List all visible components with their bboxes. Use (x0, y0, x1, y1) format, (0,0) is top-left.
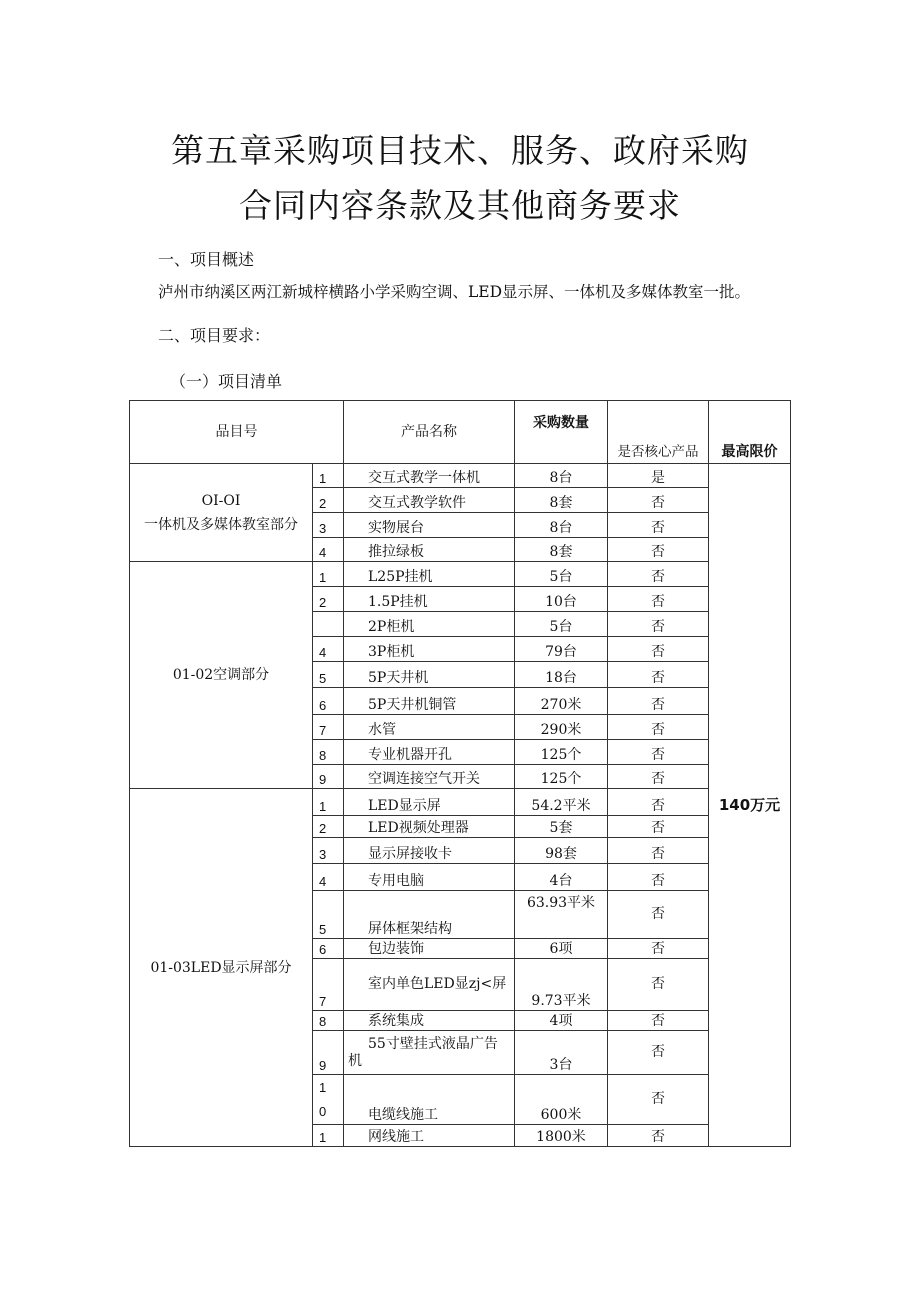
quantity: 63.93平米 (515, 891, 608, 939)
product-name: LED显示屏 (344, 789, 515, 816)
item-number: 6 (313, 688, 344, 715)
subsection-1-heading: （一）项目清单 (170, 372, 283, 391)
group-cell (130, 562, 313, 789)
quantity: 600米 (515, 1075, 608, 1125)
product-name: 5P天井机铜管 (344, 688, 515, 715)
quantity: 270米 (515, 688, 608, 715)
item-number: 9 (313, 1031, 344, 1075)
product-name: 专业机器开孔 (344, 740, 515, 765)
core-product: 否 (608, 1011, 709, 1031)
item-number: 3 (313, 838, 344, 864)
core-product: 否 (608, 765, 709, 789)
item-number: 1 (313, 562, 344, 587)
quantity: 290米 (515, 715, 608, 740)
quantity: 10台 (515, 587, 608, 612)
core-product: 否 (608, 612, 709, 637)
product-name: LED视频处理器 (344, 816, 515, 838)
core-product: 否 (608, 816, 709, 838)
quantity: 98套 (515, 838, 608, 864)
item-number: 8 (313, 1011, 344, 1031)
product-name: 55寸壁挂式液晶广告机 (344, 1031, 515, 1075)
product-name: L25P挂机 (344, 562, 515, 587)
product-name: 3P柜机 (344, 637, 515, 662)
item-number: 7 (313, 715, 344, 740)
core-product: 否 (608, 838, 709, 864)
core-product: 是 (608, 464, 709, 488)
product-name: 空调连接空气开关 (344, 765, 515, 789)
core-product: 否 (608, 789, 709, 816)
core-product: 否 (608, 538, 709, 562)
document-title-line-2: 合同内容条款及其他商务要求 (239, 186, 681, 225)
item-number: 2 (313, 488, 344, 513)
quantity: 5套 (515, 816, 608, 838)
quantity: 8套 (515, 538, 608, 562)
table-row (130, 562, 791, 587)
group-cell (130, 464, 313, 562)
core-product: 否 (608, 513, 709, 538)
item-number: 2 (313, 816, 344, 838)
product-name: 水管 (344, 715, 515, 740)
item-number: 9 (313, 765, 344, 789)
quantity: 5台 (515, 612, 608, 637)
core-product: 否 (608, 891, 709, 939)
item-number: 1 (313, 1125, 344, 1147)
core-product: 否 (608, 959, 709, 1011)
product-name: 屏体框架结构 (344, 891, 515, 939)
product-name: 5P天井机 (344, 662, 515, 688)
product-name: 交互式教学软件 (344, 488, 515, 513)
quantity: 6项 (515, 939, 608, 959)
product-name: 实物展台 (344, 513, 515, 538)
product-name: 1.5P挂机 (344, 587, 515, 612)
item-number: 2 (313, 587, 344, 612)
product-name: 网线施工 (344, 1125, 515, 1147)
quantity: 1800米 (515, 1125, 608, 1147)
table-header-row (130, 401, 791, 464)
item-number: 4 (313, 637, 344, 662)
quantity: 4项 (515, 1011, 608, 1031)
quantity: 79台 (515, 637, 608, 662)
core-product: 否 (608, 637, 709, 662)
item-number: 8 (313, 740, 344, 765)
product-name: 室内单色LED显zj<屏 (344, 959, 515, 1011)
core-product: 否 (608, 864, 709, 891)
quantity: 8台 (515, 464, 608, 488)
table-row (130, 464, 791, 488)
quantity: 54.2平米 (515, 789, 608, 816)
item-number: 5 (313, 891, 344, 939)
core-product: 否 (608, 939, 709, 959)
header-quantity: 采购数量 (515, 401, 608, 464)
core-product: 否 (608, 715, 709, 740)
product-name: 2P柜机 (344, 612, 515, 637)
core-product: 否 (608, 1125, 709, 1147)
quantity: 5台 (515, 562, 608, 587)
quantity: 9.73平米 (515, 959, 608, 1011)
header-max-price: 最高限价 (709, 401, 791, 464)
core-product: 否 (608, 688, 709, 715)
group-code: 01-02空调部分 (172, 667, 270, 683)
core-product: 否 (608, 562, 709, 587)
header-item-no: 品目号 (130, 401, 344, 464)
product-name: 专用电脑 (344, 864, 515, 891)
product-name: 显示屏接收卡 (344, 838, 515, 864)
core-product: 否 (608, 1031, 709, 1075)
section-2-heading: 二、项目要求： (158, 326, 271, 345)
core-product: 否 (608, 1075, 709, 1125)
section-1-text: 泸州市纳溪区两江新城梓横路小学采购空调、LED显示屏、一体机及多媒体教室一批。 (158, 283, 751, 301)
quantity: 18台 (515, 662, 608, 688)
product-name: 电缆线施工 (344, 1075, 515, 1125)
product-name: 交互式教学一体机 (344, 464, 515, 488)
quantity: 4台 (515, 864, 608, 891)
header-product: 产品名称 (344, 401, 515, 464)
core-product: 否 (608, 488, 709, 513)
section-1-heading: 一、项目概述 (158, 250, 255, 269)
max-price-value: 140万元 (709, 464, 791, 1147)
item-number: 7 (313, 959, 344, 1011)
group-code: 01-03LED显示屏部分 (150, 959, 292, 976)
item-number (313, 612, 344, 637)
quantity: 125个 (515, 740, 608, 765)
item-number: 3 (313, 513, 344, 538)
group-cell (130, 789, 313, 1147)
product-name: 包边装饰 (344, 939, 515, 959)
item-number: 1 (313, 789, 344, 816)
project-list-table (129, 400, 791, 1147)
product-name: 系统集成 (344, 1011, 515, 1031)
item-number: 6 (313, 939, 344, 959)
table-row (130, 789, 791, 816)
core-product: 否 (608, 662, 709, 688)
group-name: 一体机及多媒体教室部分 (144, 516, 298, 533)
item-number: 5 (313, 662, 344, 688)
item-number: 1 (313, 464, 344, 488)
header-core: 是否核心产品 (608, 401, 709, 464)
core-product: 否 (608, 740, 709, 765)
quantity: 3台 (515, 1031, 608, 1075)
core-product: 否 (608, 587, 709, 612)
group-code: OI-OI (201, 492, 241, 509)
item-number: 4 (313, 864, 344, 891)
quantity: 125个 (515, 765, 608, 789)
quantity: 8台 (515, 513, 608, 538)
item-number: 4 (313, 538, 344, 562)
item-number: 1 0 (313, 1075, 344, 1125)
product-name: 推拉绿板 (344, 538, 515, 562)
quantity: 8套 (515, 488, 608, 513)
document-title-line-1: 第五章采购项目技术、服务、政府采购 (171, 131, 749, 170)
